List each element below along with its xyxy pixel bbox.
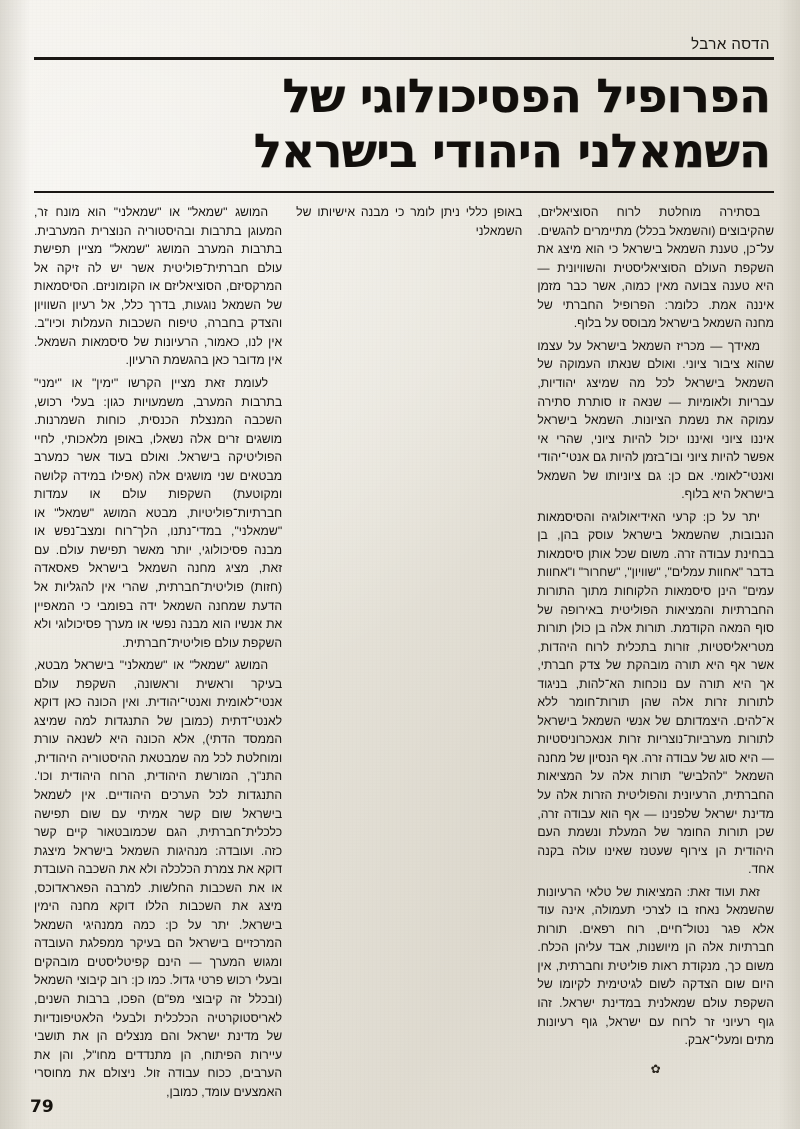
paragraph: מאידך — מכריז השמאל בישראל על עצמו שהוא ציבור ציוני. ואולם שנאתו העמוקה של השמאל בישראל לכל מה שמיצג יהודיות, עבריות ולאומיות — שנאה זו סותרת סתירה עמוקה את נשמת הציונות. השמאל בישראל איננו ציוני ואיננו יכול להיות ציוני, שהרי אי אפשר להיות ציוני ובו־בזמן להיות גם אנטי־יהודי ואנטי־לאומי. אם כן: גם ציוניותו של השמאל בישראל היא בלוף. xyxy=(537,338,774,502)
paragraph: המושג "שמאל" או "שמאלני" הוא מונח זר, המעוגן בתרבות ובהיסטוריה הנוצרית המערבית. בתרבות המערב המושג "שמאל" מציין תפישת עולם חברתית־פוליטית אשר יש לה זיקה אל המרקסיזם, הסוציאליזם או הקומוניזם. הסיסמאות של השמאל נוגעות, בדרך כלל, אל רעיון השוויון והצדק בחברה, טיפוח השכבות העמלות וכיו"ב. אין לנו, כאמור, הרעיונות של סיסמאות השמאל. אין מדובר כאן בהגשמת הרעיון. xyxy=(34,205,283,368)
article-columns xyxy=(34,203,774,1099)
headline-line-1: הפרופיל הפסיכולוגי של xyxy=(282,69,770,124)
left-edge-shadow xyxy=(0,0,30,1129)
page-number: 79 xyxy=(30,1097,54,1117)
column-middle xyxy=(284,203,525,1083)
column-right xyxy=(525,203,774,1083)
right-edge-shadow xyxy=(778,0,800,1129)
column-left xyxy=(34,203,284,1099)
article-headline xyxy=(34,62,774,191)
headline-line-2: השמאלני היהודי בישראל xyxy=(253,123,770,179)
article-content xyxy=(34,36,774,1115)
paragraph: יתר על כן: קרעי האידיאולוגיה והסיסמאות הנבובות, שהשמאל בישראל עוסק בהן, בן בבחינת עבודה זרה. משום שכל אותן סיסמאות בדבר "אחוות עמלים", "שוויון", "שחרור" ו"אחוות עמים" הינן סיסמאות הלקוחות מתוך התורות החברתיות והמציאות הפוליטית באירופה של סוף המאה הקודמת. תורות אלה בן כולן תורות מטריאליסטיות, זורות בתכלית לרוח היהדות, אשר אף היא תורה מובהקת של צדק חברתי, אך היא תורה עם נוכחות הא־להות, בניגוד לתורות זרות אלה שהן תורות־חומר ללא א־להים. היצמדותם של אנשי השמאל בישראל לתורות מערביות־נוצריות זרות אנאכרוניסטיות — היא סוג של עבודה זרה. אף הנסיון של מחנה השמאל "להלביש" תורות אלה על המציאות החברתית, הרעיונית והפוליטית הזרות אלה על מדינת ישראל שלפנינו — אף הוא עבודה זרה, שכן תורות החומר של המעלת ונשמת העם היהודית הן צירוף שעטנז שאינו עולה בקנה אחד. xyxy=(537,509,774,877)
header-divider-top xyxy=(34,57,774,60)
section-ornament: ✿ xyxy=(650,1061,661,1076)
paragraph: לעומת זאת מציין הקרשו "ימין" או "ימני" בתרבות המערב, משמעויות כגון: בעלי רכוש, השכבה המנצלת הכנסית, כוחות השמרנות. מושגים זרים אלה נשאלו, באופן מלאכותי, לחיי הפוליטיקה בישראל. ואולם בעוד אשר כמערב מבטאים שני מושגים אלה (אפילו במידה קלושה ומקוטעת) השקפות עולם או עמדות חברתיות־פוליטיות, מבטא המושג "שמאל" או "שמאלני", במדי־נתנו, הלך־רוח ומצב־נפש או מבנה פסיכולוגי, יותר מאשר תפישת עולם. עם זאת, מציג מחנה השמאל בישראל פאסאדה (חזות) פוליטית־חברתית, שהרי אין להגליות אל הדעת שמחנה השמאל ידה בפומבי כי המאפיין את אנשיו הוא מבנה נפשי או מערך פסיכולוגי ולא השקפת עולם פוליטית־חברתית. xyxy=(34,375,283,650)
header-divider-bottom xyxy=(34,191,774,193)
paragraph-tail: באופן כללי ניתן לומר כי מבנה אישיותו של השמאלני xyxy=(296,205,523,238)
paragraph: המושג "שמאל" או "שמאלני" בישראל מבטא, בעיקר וראשית וראשונה, השקפת עולם אנטי־לאומית ואנטי־יהודית. ואין הכונה כאן דוקא לאנטי־דתית (כמובן של התנגדות למה שמיצג הממסד הדתי), אלא הכונה היא לשנאה עורת ומוחלטת לכל מה שמבטאת ההיסטוריה היהודית, התנ"ך, המורשת היהודית, הרוח היהודית וכו'. התנגדות לכל הערכים היהודיים. אין לשמאל בישראל שום קשר אמיתי עם שום תפישה כלכלית־חברתית, הגם שכמובטאור קיים קשר כזה. ועובדה: מנהיגות השמאל בישראל מיצגת דוקא את צמרת הכלכלה ולא את השכבה העובדת או את השכבות החלשות. למרבה הפאראדוכס, מיצג את השכבות הללו דוקא מחנה הימין בישראל. יתר על כן: כמה ממנהיגי השמאל המרכזיים בישראל הם בעיקר ממפלגת העובדה ומגוש המערך — הינם קפיטליסטים מובהקים ובעלי רכוש פרטי גדול. כמו כן: רוב קיבוצי השמאל (ובכלל זה קיבוצי מפ"ם) הפכו, ברבות השנים, לאריסטוקרטיה הכלכלית ולבעלי הלאטיפונדיות של מדינת ישראל והם מנצלים הן את תושבי עיירות הפיתוח, הן מתנדדים מחו"ל, והן את הערבים, ככוח עבודה זול. ניצולם את מחוסרי האמצעים עומד, כמובן, xyxy=(34,658,283,1099)
paragraph: בסתירה מוחלטת לרוח הסוציאליזם, שהקיבוצים (והשמאל בכלל) מתיימרים להגשים. על־כן, טענת השמאל בישראל כי הוא מיצג את השקפת העולם הסוציאליסטית והשוויונית — היא טענה צבועה מאין כמוה, אשר כבר מזמן איננה אמת. כלומר: הפרופיל החברתי של מחנה השמאל בישראל מבוסס על בלוף. xyxy=(537,205,774,331)
paragraph: זאת ועוד זאת: המציאות של טלאי הרעיונות שהשמאל נאחז בו לצרכי תעמולה, אינה עוד אלא פגר נטול־חיים, רוח רפאים. תורות חברתיות אלה הן מיושנות, אבד עליהן הכלח. משום כך, מנקודת ראות פוליטית וחברתית, אין היום שום הצדקה לשום לגיטימית לקיומו של השקפת עולם שמאלנית במדינת ישראל. זהו גוף רעיוני זר לרוח עם ישראל, גוף רעיונות מתים ומעלי־אבק. xyxy=(537,884,774,1048)
author-byline: הדסה ארבל xyxy=(691,36,770,53)
